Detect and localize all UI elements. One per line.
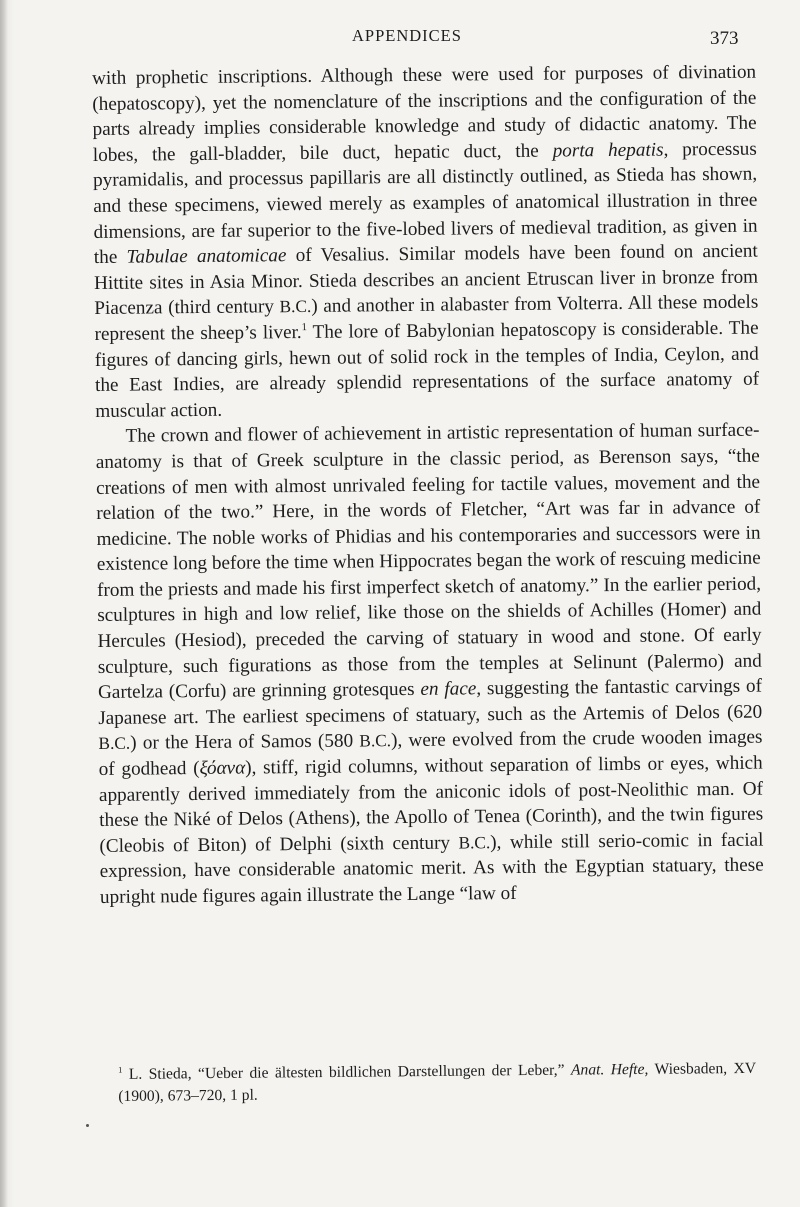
text-run: of Vesalius. Similar models have been found on ancient Hittite sites in Asia Minor. Stieda describes an ancient Etruscan liver in bronze from Piacenza (third century: [93, 240, 759, 320]
text-run: , suggesting the fantastic carvings of Japanese art. The earliest specimens of statuary, such as the Artemis of Delos (620: [98, 675, 763, 729]
text-run: ), while still serio-comic in facial expression, have considerable anatomic merit. As with the Egyptian statuary, these upright nude figures again illustrate the Lange “law of: [99, 829, 764, 908]
text-run: with prophetic inscriptions. Although these were used for purposes of divination (hepatoscopy), yet the nomenclature of the inscriptions and the configuration of the parts already implies considerable knowledge and study of didactic anatomy. The lobes, the gall-bladder, bile duct, hepatic duct, the: [92, 61, 757, 166]
gutter-shadow: [0, 0, 8, 1207]
footnote-1: [118, 1058, 756, 1108]
small-caps-run: B.C.: [359, 731, 392, 751]
running-head: [0, 26, 800, 50]
body-text: [92, 60, 764, 911]
footnote-text: [118, 1060, 756, 1105]
text-run: ) and another in alabaster from Volterra. All these models represent the sheep’s liver.: [94, 291, 759, 345]
small-caps-run: B.C.: [279, 297, 312, 317]
small-caps-run: B.C.: [98, 734, 131, 754]
italic-run: Tabulae anatomicae: [126, 245, 287, 268]
text-run: The lore of Babylonian hepatoscopy is considerable. The figures of dancing girls, hewn out of solid rock in the temples of India, Ceylon, and the East Indies, are already splendid representations of the surface anatomy of muscular action.: [94, 317, 760, 422]
italic-run: Anat. Hefte,: [570, 1060, 649, 1079]
text-run: ) or the Hera of Samos (580: [130, 730, 360, 755]
running-head-title: APPENDICES: [352, 26, 462, 45]
footnote-marker: 1: [118, 1064, 123, 1075]
text-run: L. Stieda, “Ueber die ältesten bildlichen Darstellungen der Leber,”: [122, 1061, 572, 1083]
paragraph-2: [95, 418, 764, 911]
text-run: Wiesbaden, XV (1900), 673–720, 1 pl.: [118, 1059, 757, 1105]
italic-run: en face: [420, 678, 477, 701]
italic-run: ξόανα: [199, 757, 246, 780]
text-run: , processus pyramidalis, and processus papillaris are all distinctly outlined, as Stieda has shown, and these specimens, viewed merely as examples of anatomical illustration in three dimensions, are far superior to the five-lobed livers of medieval tradition, as given in the: [93, 138, 758, 269]
italic-run: porta hepatis: [552, 139, 664, 162]
text-run: The crown and flower of achievement in artistic representation of human surface-anatomy is that of Greek sculpture in the classic period, as Berenson says, “the creations of men with almost unrivaled feeling for tactile values, movement and the relation of the two.” Here, in the words of Fletcher, “Art was far in advance of medicine. The noble works of Phidias and his contemporaries and successors were in existence long before the time when Hippocrates began the work of rescuing medicine from the priests and made his first imperfect sketch of anatomy.” In the earlier period, sculptures in high and low relief, like those on the shields of Achilles (Homer) and Hercules (Hesiod), preceded the carving of statuary in wood and stone. Of early sculpture, such figurations as those from the temples at Selinunt (Palermo) and Gartelza (Corfu) are grinning grotesques: [95, 419, 762, 704]
text-run: ), were evolved from the crude wooden images of godhead (: [98, 727, 763, 780]
footnote-marker: 1: [301, 321, 307, 334]
page-number: 373: [710, 28, 739, 49]
small-caps-run: B.C.: [458, 833, 491, 853]
paragraph-1: [92, 60, 759, 425]
text-run: ), stiff, rigid columns, without separation of limbs or eyes, which apparently derived immediately from the aniconic idols of post-Neolithic man. Of these the Niké of Delos (Athens), the Apollo of Tenea (Corinth), and the twin figures (Cleobis of Biton) of Delphi (sixth century: [98, 752, 764, 857]
print-speck: [86, 1124, 89, 1127]
